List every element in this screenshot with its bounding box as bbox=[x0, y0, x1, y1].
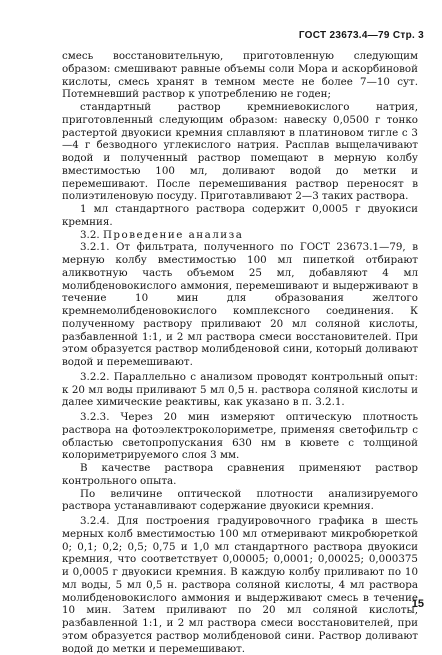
paragraph-reference-solution: В качестве раствора сравнения применяют раствор контрольного опыта. bbox=[62, 462, 418, 487]
paragraph-3-2-1: 3.2.1. От фильтрата, полученного по ГОСТ 23673.1—79, в мерную колбу вместимостью 100 мл пипеткой отбирают аликвотную часть объемом 25 мл, добавляют 4 мл молибденовокислого аммония, перемешивают и выдерживают в течение 10 мин для образования желтого кремнемолибденовокислого комплексного соединения. К полученному раствору приливают 20 мл соляной кислоты, разбавленной 1:1, и 2 мл раствора смеси восстановителей. При этом образуется раствор молибденовой сини, который доливают водой и перемешивают. bbox=[62, 241, 418, 368]
section-heading bbox=[62, 229, 418, 242]
paragraph-3-2-2: 3.2.2. Параллельно с анализом проводят контрольный опыт: к 20 мл воды приливают 5 мл 0,5 н. раствора соляной кислоты и далее химические реактивы, как указано в п. 3.2.1. bbox=[62, 370, 418, 409]
paragraph-reductant-mixture: смесь восстановительную, приготовленную следующим образом: смешивают равные объемы соли Мора и аскорбиновой кислоты, смесь хранят в темном месте не более 7—10 сут. Потемневший раствор к употреблению не годен; bbox=[62, 50, 418, 101]
paragraph-standard-content: 1 мл стандартного раствора содержит 0,0005 г двуокиси кремния. bbox=[62, 203, 418, 228]
section-number: 3.2. bbox=[80, 228, 100, 241]
paragraph-standard-solution: стандартный раствор кремниевокислого натрия, приготовленный следующим образом: навеску 0,0500 г тонко растертой двуокиси кремния сплавляют в платиновом тигле с 3—4 г безводного углекислого натрия. Расплав выщелачивают водой и полученный раствор помещают в мерную колбу вместимостью 100 мл, доливают водой до метки и перемешивают. После перемешивания раствор переносят в полиэтиленовую посуду. Приготавливают 2—3 таких раствора. bbox=[62, 101, 418, 203]
section-title: Проведение анализа bbox=[102, 228, 244, 241]
paragraph-3-2-4: 3.2.4. Для построения градуировочного графика в шесть мерных колб вместимостью 100 мл отмеривают микробюреткой 0; 0,1; 0,2; 0,5; 0,75 и 1,0 мл стандартного раствора двуокиси кремния, что соответствует 0,00005; 0,0001; 0,00025; 0,000375 и 0,0005 г двуокиси кремния. В каждую колбу приливают по 10 мл воды, 5 мл 0,5 н. раствора соляной кислоты, 4 мл раствора молибденовокислого аммония и выдерживают смесь в течение 10 мин. Затем приливают по 20 мл соляной кислоты, разбавленной 1:1, и 2 мл раствора смеси восстановителей, при этом образуется раствор молибденовой сини. Раствор доливают водой до метки и перемешивают. bbox=[62, 515, 418, 655]
paragraph-optical-density: По величине оптической плотности анализируемого раствора устанавливают содержание двуокиси кремния. bbox=[62, 487, 418, 513]
paragraph-3-2-3: 3.2.3. Через 20 мин измеряют оптическую плотность раствора на фотоэлектроколориметре, применяя светофильтр с областью светопропускания 630 нм в кювете с толщиной колориметрируемого слоя 3 мм. bbox=[62, 411, 418, 462]
document-body bbox=[62, 50, 418, 655]
page-number: 15 bbox=[411, 598, 424, 610]
page-header: ГОСТ 23673.4—79 Стр. 3 bbox=[298, 30, 424, 41]
